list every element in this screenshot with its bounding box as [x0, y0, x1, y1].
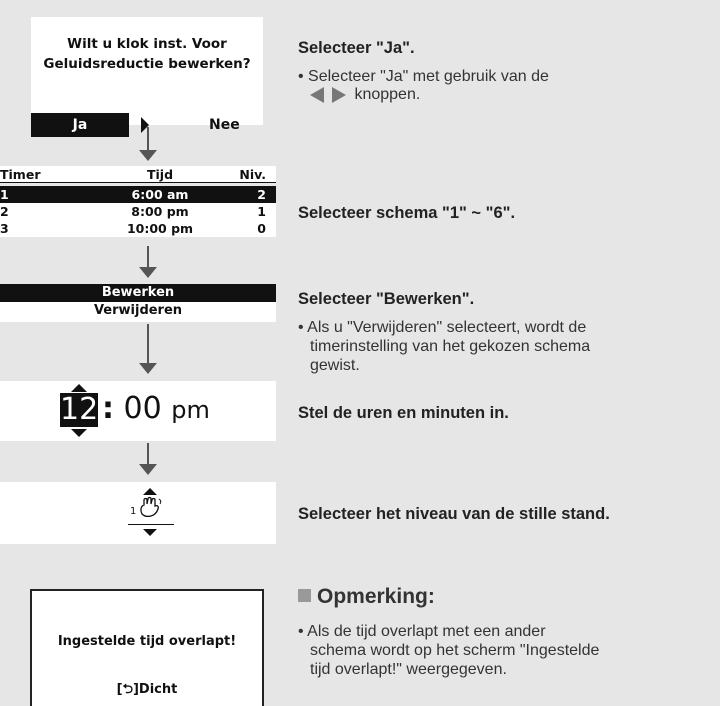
step3-bullet-line2: timerinstelling van het gekozen schema: [310, 338, 591, 355]
step3-bullet-line3: gewist.: [310, 357, 360, 374]
step1-bullet-line2-wrap: [298, 85, 420, 104]
timer-level: 1: [257, 204, 266, 219]
note-square-icon: [298, 589, 311, 602]
timer-time: 10:00 pm: [126, 221, 194, 236]
level-value: 1: [130, 506, 137, 517]
timer-row-2[interactable]: [0, 203, 276, 220]
overlap-warning-screen: [30, 589, 264, 706]
timer-number: 1: [0, 187, 9, 202]
down-arrow-icon: [139, 246, 157, 278]
menu-item-delete[interactable]: Verwijderen: [93, 303, 183, 318]
note-heading-wrap: [298, 585, 435, 609]
ampm-label: pm: [171, 396, 210, 424]
left-arrow-button-icon: [310, 87, 324, 103]
timer-row-3[interactable]: [0, 220, 276, 237]
down-arrow-icon: [139, 127, 157, 161]
confirm-question: [31, 34, 263, 74]
no-option[interactable]: Nee: [209, 117, 240, 133]
level-divider: [128, 524, 174, 525]
step3-heading: Selecteer "Bewerken".: [298, 290, 475, 308]
clock-set-screen: [0, 381, 276, 441]
step1-bullet-line2: knoppen.: [354, 86, 421, 103]
step5-heading: Selecteer het niveau van de stille stand.: [298, 505, 610, 523]
timer-time: 6:00 am: [131, 187, 189, 202]
timer-time: 8:00 pm: [131, 204, 189, 219]
column-header-time: Tijd: [146, 167, 174, 182]
column-header-timer: Timer: [0, 167, 41, 182]
timer-table-header: [0, 166, 276, 183]
down-arrow-icon: [139, 324, 157, 374]
step3-bullet-line1: • Als u "Verwijderen" selecteert, wordt de: [298, 319, 587, 336]
overlap-message: Ingestelde tijd overlapt!: [57, 634, 237, 649]
quiet-level-screen: [0, 482, 276, 544]
step4-heading: Stel de uren en minuten in.: [298, 404, 509, 422]
confirm-edit-screen: [31, 17, 263, 133]
down-arrow-icon: [139, 443, 157, 475]
timer-number: 3: [0, 221, 9, 236]
right-arrow-button-icon: [332, 87, 346, 103]
note-line3: tijd overlapt!" weergegeven.: [310, 661, 507, 678]
step1-heading: Selecteer "Ja".: [298, 39, 415, 57]
step2-heading: Selecteer schema "1" ~ "6".: [298, 204, 516, 222]
note-line2: schema wordt op het scherm "Ingestelde: [310, 642, 600, 659]
step1-bullet-line1: • Selecteer "Ja" met gebruik van de: [298, 68, 549, 85]
yes-option[interactable]: Ja: [31, 113, 129, 137]
timer-table-screen: [0, 166, 276, 244]
minutes-field[interactable]: 00: [123, 391, 162, 426]
edit-menu-screen: [0, 284, 276, 322]
close-button[interactable]: [⮌]Dicht: [116, 682, 178, 697]
hour-down-icon[interactable]: [71, 429, 87, 437]
timer-number: 2: [0, 204, 9, 219]
timer-level: 0: [257, 221, 266, 236]
note-heading: Opmerking:: [317, 585, 435, 608]
note-line1: • Als de tijd overlapt met een ander: [298, 623, 546, 640]
quiet-hand-icon: [138, 496, 164, 520]
confirm-question-line2: Geluidsreductie bewerken?: [43, 56, 251, 72]
menu-item-edit[interactable]: Bewerken: [0, 284, 276, 302]
confirm-question-line1: Wilt u klok inst. Voor: [67, 36, 227, 52]
hour-field[interactable]: 12: [60, 392, 99, 427]
timer-row-1[interactable]: [0, 186, 276, 203]
column-header-level: Niv.: [239, 167, 266, 182]
level-up-icon[interactable]: [143, 488, 157, 495]
timer-level: 2: [257, 187, 266, 202]
hour-up-icon[interactable]: [71, 384, 87, 392]
clock-separator: :: [102, 391, 114, 426]
clock-rest: [102, 391, 210, 428]
level-down-icon[interactable]: [143, 529, 157, 536]
